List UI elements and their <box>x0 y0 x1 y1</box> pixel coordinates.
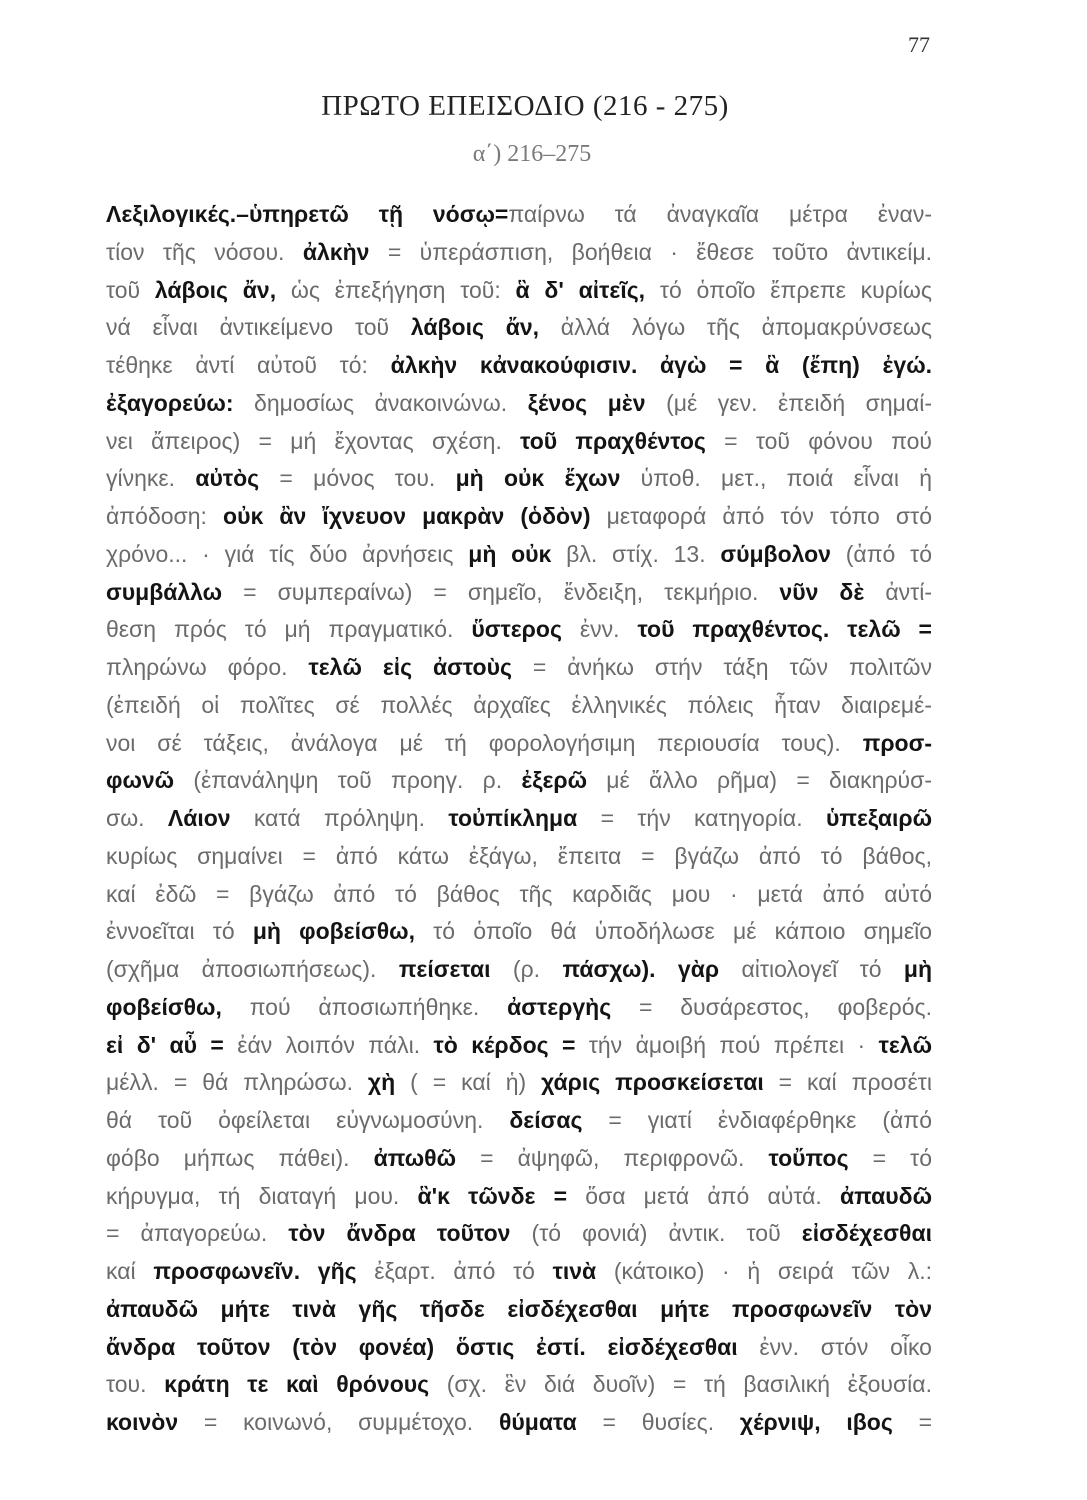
lemma-term: τοῦ πραχθέντος. τελῶ = <box>637 616 932 643</box>
gloss-text: νει ἄπειρος) = μή ἔχοντας σχέση. <box>106 427 521 454</box>
lemma-term: μὴ οὐκ ἔχων <box>455 465 621 492</box>
lemma-term: τοῦ πραχθέντος <box>520 427 706 454</box>
lemma-term: δείσας <box>509 1107 583 1133</box>
lemma-term: πείσεται <box>398 956 491 982</box>
gloss-text: νά εἶναι ἀντικείμενο τοῦ <box>106 314 411 341</box>
lemma-term: μὴ <box>903 956 932 982</box>
gloss-text: μεταφορά ἀπό τόν τόπο στό <box>590 503 932 529</box>
text-line <box>106 1215 932 1253</box>
text-line <box>106 800 932 838</box>
gloss-text: = τό <box>848 1144 932 1171</box>
gloss-text: θά τοῦ ὀφείλεται εὐγνωμοσύνη. <box>106 1107 510 1133</box>
gloss-text: τήν ἀμοιβή πού πρέπει · <box>575 1031 879 1058</box>
lemma-term: αὐτὸς <box>195 465 260 492</box>
gloss-text: σω. <box>106 805 168 831</box>
gloss-text: μέ ἄλλο ρῆμα) = διακηρύσ- <box>587 767 932 794</box>
gloss-text: βλ. στίχ. 13. <box>551 540 721 567</box>
text-line <box>106 1329 932 1367</box>
text-line <box>106 951 932 989</box>
lemma-term: προσ- <box>862 729 932 756</box>
text-line <box>106 536 932 574</box>
lemma-term: μὴ οὐκ <box>468 540 552 567</box>
gloss-text: = ἀνήκω στήν τάξη τῶν πολιτῶν <box>511 654 932 680</box>
lemma-term: μὴ φοβείσθω, <box>252 918 415 945</box>
lemma-term: ἀστεργὴς <box>507 993 612 1020</box>
gloss-text: παίρνω τά ἀναγκαῖα μέτρα ἐναν- <box>508 201 932 227</box>
text-line <box>106 234 932 272</box>
text-line <box>106 272 932 310</box>
lemma-term: λάβοις ἄν, <box>410 314 540 341</box>
gloss-text: θεση πρός τό μή πραγματικό. <box>106 616 472 643</box>
lemma-term: ὑπεξαιρῶ <box>825 805 933 831</box>
text-line <box>106 913 932 951</box>
gloss-text: τίον τῆς νόσου. <box>106 238 303 265</box>
lemma-term: τελῶ <box>878 1031 933 1058</box>
gloss-text: ὅσα μετά ἀπό αὐτά. <box>567 1182 840 1209</box>
gloss-text: ἐάν λοιπόν πάλι. <box>223 1031 434 1058</box>
text-line <box>106 1027 932 1065</box>
gloss-text: χρόνο... · γιά τίς δύο ἀρνήσεις <box>106 540 469 567</box>
gloss-text: = θυσίες. <box>576 1409 740 1435</box>
lemma-term: ἐξερῶ <box>521 767 588 794</box>
gloss-text: καί ἐδῶ = βγάζω ἀπό τό βάθος τῆς καρδιᾶς μου · μετά ἀπό αὐτό <box>106 880 932 907</box>
gloss-text: = κοινωνό, συμμέτοχο. <box>178 1409 499 1435</box>
gloss-text: τό ὁποῖο ἔπρεπε κυρίως <box>645 276 932 303</box>
gloss-text: = καί προσέτι <box>763 1069 932 1096</box>
text-line <box>106 1366 932 1404</box>
text-line <box>106 1102 932 1140</box>
gloss-text: κατά πρόληψη. <box>230 805 449 831</box>
gloss-text: τέθηκε ἀντί αὐτοῦ τό: <box>106 352 391 378</box>
gloss-text: κήρυγμα, τή διαταγή μου. <box>106 1182 418 1209</box>
lemma-term: χὴ <box>367 1069 396 1096</box>
lemma-term: κοινὸν <box>106 1409 179 1435</box>
text-line <box>106 1140 932 1178</box>
commentary-body <box>106 196 932 1442</box>
gloss-text: (ἐπανάληψη τοῦ προηγ. ρ. <box>174 767 522 794</box>
gloss-text: ἐνν. <box>561 616 638 643</box>
lemma-term: φοβείσθω, <box>106 993 222 1020</box>
section-subtitle: α΄) 216–275 <box>472 141 592 167</box>
gloss-text: (ἐπειδή οἱ πολῖτες σέ πολλές ἀρχαῖες ἑλληνικές πόλεις ἦταν διαιρεμέ- <box>106 691 932 718</box>
gloss-text: = ἀπαγορεύω. <box>106 1220 289 1247</box>
gloss-text: = μόνος του. <box>259 465 456 492</box>
lemma-term: θύματα <box>498 1409 577 1435</box>
lemma-term: τοὐπίκλημα <box>448 805 578 831</box>
lemma-term: ἀπωθῶ <box>373 1144 457 1171</box>
gloss-text: κυρίως σημαίνει = ἀπό κάτω ἐξάγω, ἔπειτα = βγάζω ἀπό τό βάθος, <box>106 842 932 869</box>
text-line <box>106 838 932 876</box>
lemma-term: ὕστερος <box>471 616 562 643</box>
text-line <box>106 1291 932 1329</box>
lemma-term: ἃ δ' αἰτεῖς, <box>515 276 646 303</box>
text-line <box>106 423 932 461</box>
text-line <box>106 385 932 423</box>
text-line <box>106 725 932 763</box>
gloss-text: = <box>892 1409 932 1435</box>
gloss-text: ἀπόδοση: <box>106 503 224 529</box>
gloss-text: μέλλ. = θά πληρώσω. <box>106 1069 368 1096</box>
page-number: 77 <box>908 32 930 57</box>
gloss-text: ὡς ἐπεξήγηση τοῦ: <box>276 276 516 303</box>
gloss-text: τό ὁποῖο θά ὑποδήλωσε μέ κάποιο σημεῖο <box>414 918 932 945</box>
text-line <box>106 649 932 687</box>
lemma-term: τινὰ <box>552 1258 597 1284</box>
lemma-term: ἄνδρα τοῦτον (τὸν φονέα) ὅστις ἐστί. εἰσδέχεσθαι <box>106 1333 738 1360</box>
lemma-term: τὸ κέρδος = <box>433 1031 576 1058</box>
gloss-text: = ὑπεράσπιση, βοήθεια · ἔθεσε τοῦτο ἀντικείμ. <box>369 238 932 265</box>
text-line <box>106 574 932 612</box>
gloss-text: (ρ. <box>490 956 563 982</box>
gloss-text: (σχ. ἓν διά δυοῖν) = τή βασιλική ἐξουσία. <box>429 1371 932 1398</box>
lemma-term: ξένος μὲν <box>527 389 646 416</box>
section-title: ΠΡΩΤΟ ΕΠΕΙΣΟΔΙΟ (216 - 275) <box>321 90 729 122</box>
text-line <box>106 611 932 649</box>
lemma-term: τελῶ εἰς ἀστοὺς <box>308 654 512 680</box>
gloss-text: πληρώνω φόρο. <box>106 654 309 680</box>
gloss-text: καί <box>106 1258 154 1284</box>
lemma-term: χάρις προσκείσεται <box>541 1069 764 1096</box>
text-line <box>106 1404 932 1442</box>
gloss-text: = ἀψηφῶ, περιφρονῶ. <box>456 1144 769 1171</box>
text-line <box>106 989 932 1027</box>
text-line <box>106 1178 932 1216</box>
lemma-term: σύμβολον <box>720 540 831 567</box>
lemma-term: εἰ δ' αὖ = <box>106 1031 224 1058</box>
gloss-text: του. <box>106 1371 165 1398</box>
gloss-text: νοι σέ τάξεις, ἀνάλογα μέ τή φορολογήσιμη περιουσία τους). <box>106 729 863 756</box>
lemma-term: ἀπαυδῶ <box>840 1182 933 1209</box>
text-line <box>106 762 932 800</box>
gloss-text: ἐνν. στόν οἶκο <box>737 1333 932 1360</box>
gloss-text: ὑποθ. μετ., ποιά εἶναι ἡ <box>620 465 933 492</box>
gloss-text: (σχῆμα ἀποσιωπήσεως). <box>106 956 399 982</box>
text-line <box>106 309 932 347</box>
lemma-term: οὐκ ἂν ἴχνευον μακρὰν (ὁδὸν) <box>223 503 591 529</box>
gloss-text: γίνηκε. <box>106 465 196 492</box>
gloss-text: πού ἀποσιωπήθηκε. <box>221 993 508 1020</box>
gloss-text: φόβο μήπως πάθει). <box>106 1144 374 1171</box>
lemma-term: ἀλκὴν <box>302 238 370 265</box>
gloss-text: (μέ γεν. ἐπειδή σημαί- <box>645 389 932 416</box>
lemma-term: Λεξιλογικές.–ὑπηρετῶ τῇ νόσῳ= <box>106 201 509 227</box>
lemma-term: φωνῶ <box>106 767 175 794</box>
lemma-term: λάβοις ἄν, <box>154 276 277 303</box>
gloss-text: (τό φονιά) ἀντικ. τοῦ <box>510 1220 802 1247</box>
gloss-text: = τοῦ φόνου πού <box>705 427 932 454</box>
text-line <box>106 687 932 725</box>
gloss-text: = τήν κατηγορία. <box>577 805 826 831</box>
lemma-term: Λάιον <box>167 805 231 831</box>
gloss-text: (ἀπό τό <box>830 540 932 567</box>
gloss-text: ἐξαρτ. ἀπό τό <box>356 1258 553 1284</box>
lemma-term: ἀλκὴν κἀνακούφισιν. ἀγὼ = ἃ (ἔπη) ἐγώ. <box>390 352 933 378</box>
lemma-term: κράτη τε καὶ θρόνους <box>164 1371 430 1398</box>
lemma-term: συμβάλλω <box>106 578 223 605</box>
text-line <box>106 347 932 385</box>
lemma-term: ἐξαγορεύω: <box>106 389 234 416</box>
gloss-text: ἀντί- <box>864 578 932 605</box>
lemma-term: νῦν δὲ <box>779 578 865 605</box>
gloss-text: τοῦ <box>106 276 155 303</box>
lemma-term: πάσχω). γὰρ <box>562 956 720 982</box>
text-line <box>106 876 932 914</box>
gloss-text: (κάτοικο) · ἡ σειρά τῶν λ.: <box>596 1258 932 1284</box>
text-line <box>106 498 932 536</box>
lemma-term: ἀπαυδῶ μήτε τινὰ γῆς τῆσδε εἰσδέχεσθαι μήτε προσφωνεῖν τὸν <box>106 1295 932 1322</box>
lemma-term: χέρνιψ, ιβος <box>739 1409 893 1435</box>
lemma-term: ἃ'κ τῶνδε = <box>417 1182 568 1209</box>
gloss-text: ἐννοεῖται τό <box>106 918 253 945</box>
gloss-text: = συμπεραίνω) = σημεῖο, ἔνδειξη, τεκμήριο. <box>222 578 780 605</box>
gloss-text: = γιατί ἐνδιαφέρθηκε (ἀπό <box>582 1107 932 1133</box>
text-line <box>106 460 932 498</box>
gloss-text: αἰτιολογεῖ τό <box>719 956 904 982</box>
text-line <box>106 1253 932 1291</box>
text-line <box>106 196 932 234</box>
lemma-term: τὸν ἄνδρα τοῦτον <box>288 1220 511 1247</box>
lemma-term: τοὔπος <box>768 1144 849 1171</box>
text-line <box>106 1064 932 1102</box>
gloss-text: δημοσίως ἀνακοινώνω. <box>233 389 528 416</box>
lemma-term: εἰσδέχεσθαι <box>801 1220 932 1247</box>
gloss-text: ( = καί ἡ) <box>395 1069 542 1096</box>
gloss-text: ἀλλά λόγω τῆς ἀπομακρύνσεως <box>539 314 932 341</box>
gloss-text: = δυσάρεστος, φοβερός. <box>611 993 932 1020</box>
lemma-term: προσφωνεῖν. γῆς <box>153 1258 357 1284</box>
